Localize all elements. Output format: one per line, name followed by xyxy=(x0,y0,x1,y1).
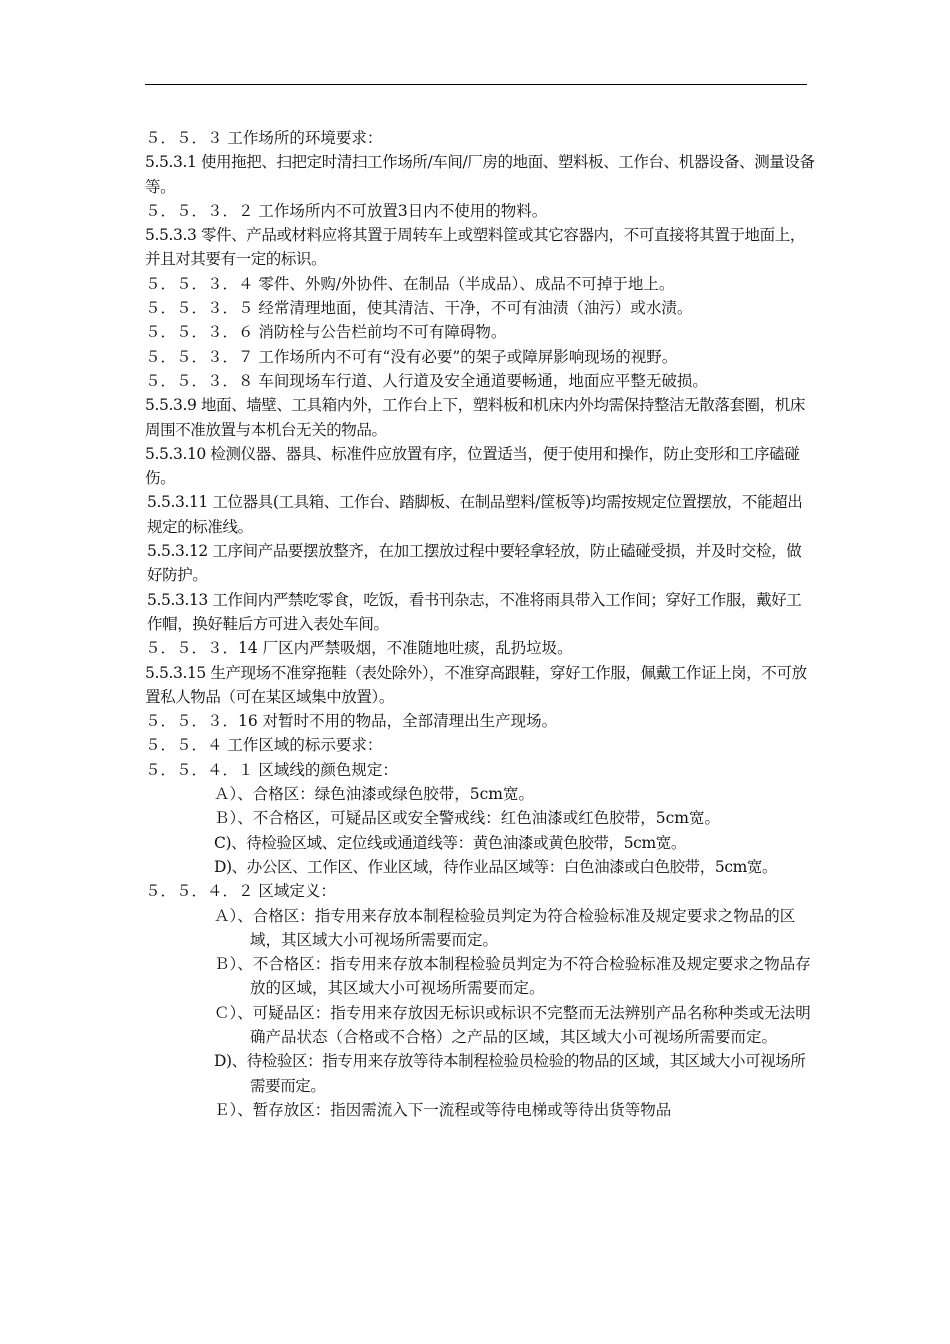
section-heading-5-5-3: ５．５．３ 工作场所的环境要求： xyxy=(145,129,383,147)
zone-definition-b: Ｂ）、不合格区：指专用来存放本制程检验员判定为不符合检验标准及规定要求之物品存放的区域，其区域大小可视场所需要而定。 xyxy=(214,955,811,998)
color-rule-a: Ａ）、合格区：绿色油漆或绿色胶带，5cm宽。 xyxy=(214,785,534,804)
paragraph-5-5-3-3: 5.5.3.3 零件、产品或材料应将其置于周转车上或塑料筐或其它容器内，不可直接将其置于地面上，并且对其要有一定的标识。 xyxy=(145,226,805,269)
document-body xyxy=(145,126,815,1122)
paragraph-5-5-4-2: ５．５．４．２ 区域定义： xyxy=(145,882,336,901)
paragraph-5-5-3-9: 5.5.3.9 地面、墙壁、工具箱内外，工作台上下，塑料板和机床内外均需保持整洁无散落套圈，机床周围不准放置与本机台无关的物品。 xyxy=(145,396,805,439)
zone-definition-d: D)、待检验区：指专用来存放等待本制程检验员检验的物品的区域，其区域大小可视场所需要而定。 xyxy=(214,1052,806,1095)
color-rule-c: C)、待检验区域、定位线或通道线等：黄色油漆或黄色胶带，5cm宽。 xyxy=(214,833,686,852)
paragraph-5-5-3-8: ５．５．３．８ 车间现场车行道、人行道及安全通道要畅通，地面应平整无破损。 xyxy=(145,371,708,390)
zone-definition-a: Ａ）、合格区：指专用来存放本制程检验员判定为符合检验标准及规定要求之物品的区域，其区域大小可视场所需要而定。 xyxy=(214,906,796,949)
paragraph-5-5-3-16: ５．５．３．16 对暂时不用的物品，全部清理出生产现场。 xyxy=(145,712,558,731)
paragraph-5-5-3-1: 5.5.3.1 使用拖把、扫把定时清扫工作场所/车间/厂房的地面、塑料板、工作台、机器设备、测量设备等。 xyxy=(145,153,815,196)
paragraph-5-5-3-6: ５．５．３．６ 消防栓与公告栏前均不可有障碍物。 xyxy=(145,323,507,342)
header-rule xyxy=(145,84,807,85)
zone-definition-e: Ｅ）、暂存放区：指因需流入下一流程或等待电梯或等待出货等物品 xyxy=(214,1100,672,1119)
paragraph-5-5-3-15: 5.5.3.15 生产现场不准穿拖鞋（表处除外），不准穿高跟鞋，穿好工作服，佩戴工作证上岗，不可放置私人物品（可在某区域集中放置）。 xyxy=(145,663,807,706)
zone-definition-c: Ｃ）、可疑品区：指专用来存放因无标识或标识不完整而无法辨别产品名称种类或无法明确产品状态（合格或不合格）之产品的区域，其区域大小可视场所需要而定。 xyxy=(214,1003,811,1046)
paragraph-5-5-3-10: 5.5.3.10 检测仪器、器具、标准件应放置有序，位置适当，便于使用和操作，防止变形和工序磕碰伤。 xyxy=(145,444,800,488)
paragraph-5-5-4-1: ５．５．４．１ 区域线的颜色规定： xyxy=(145,760,398,779)
color-rule-b: Ｂ）、不合格区，可疑品区或安全警戒线：红色油漆或红色胶带，5cm宽。 xyxy=(214,809,720,828)
paragraph-5-5-3-7: ５．５．３．７ 工作场所内不可有“没有必要”的架子或障屏影响现场的视野。 xyxy=(145,347,678,366)
paragraph-5-5-3-11: 5.5.3.11 工位器具(工具箱、工作台、踏脚板、在制品塑料/筐板等)均需按规定位置摆放，不能超出规定的标准线。 xyxy=(147,493,803,536)
paragraph-5-5-3-13: 5.5.3.13 工作间内严禁吃零食，吃饭，看书刊杂志，不准将雨具带入工作间；穿好工作服，戴好工作帽，换好鞋后方可进入表处车间。 xyxy=(147,590,802,633)
paragraph-5-5-3-14: ５．５．３．14 厂区内严禁吸烟，不准随地吐痰，乱扔垃圾。 xyxy=(145,639,573,658)
paragraph-5-5-3-5: ５．５．３．５ 经常清理地面，使其清洁、干净，不可有油渍（油污）或水渍。 xyxy=(145,299,693,318)
paragraph-5-5-3-4: ５．５．３．４ 零件、外购/外协件、在制品（半成品）、成品不可掉于地上。 xyxy=(145,274,675,293)
color-rule-d: D)、办公区、工作区、作业区域，待作业品区域等：白色油漆或白色胶带，5cm宽。 xyxy=(214,857,778,876)
paragraph-5-5-3-12: 5.5.3.12 工序间产品要摆放整齐，在加工摆放过程中要轻拿轻放，防止磕碰受损，并及时交检，做好防护。 xyxy=(147,542,802,585)
paragraph-5-5-3-2: ５．５．３．２ 工作场所内不可放置3日内不使用的物料。 xyxy=(145,201,548,220)
section-heading-5-5-4: ５．５．４ 工作区域的标示要求： xyxy=(145,736,383,755)
